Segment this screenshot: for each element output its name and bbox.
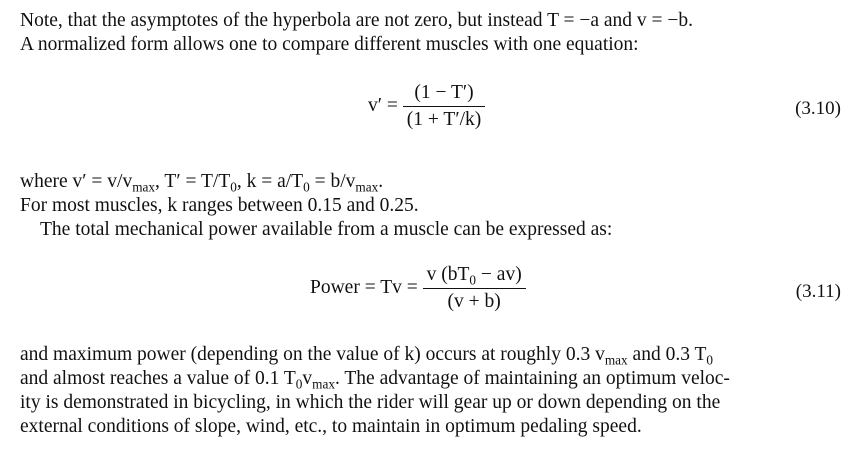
where-definition-line: where $v' = v/v_{max}$, $T' = T/T_0$, $k = a/T_0 = b/v_{max}$. bbox=[20, 171, 384, 195]
paragraph-line: For most muscles, k ranges between 0.15 and 0.25. bbox=[20, 195, 419, 216]
fraction-numerator: (1 − T′) bbox=[403, 82, 485, 107]
equation-fraction bbox=[423, 264, 526, 313]
paragraph-line: and almost reaches a value of 0.1 $T_0v_{max}$. The advantage of maintaining an optimum veloc- bbox=[20, 368, 730, 392]
fraction-denominator: (1 + T′/k) bbox=[406, 109, 482, 130]
paragraph-line: and maximum power (depending on the value of k) occurs at roughly 0.3 $v_{max}$ and 0.3 $T_0$ bbox=[20, 344, 714, 368]
equation-number: (3.11) bbox=[795, 281, 841, 302]
equation-lhs: v′ = bbox=[368, 94, 398, 116]
fraction-numerator: v $(bT_0 - av)$ bbox=[423, 264, 526, 289]
equation-fraction bbox=[403, 82, 485, 131]
equation-3-10 bbox=[368, 82, 485, 131]
equation-lhs: Power = Tv = bbox=[310, 276, 418, 298]
paragraph-line: A normalized form allows one to compare different muscles with one equation: bbox=[20, 34, 639, 55]
paragraph-line: ity is demonstrated in bicycling, in which the rider will gear up or down depending on the bbox=[20, 392, 721, 413]
paragraph-line: Note, that the asymptotes of the hyperbola are not zero, but instead T = −a and v = −b. bbox=[20, 10, 694, 31]
equation-3-11 bbox=[310, 264, 526, 313]
equation-number: (3.10) bbox=[795, 98, 841, 119]
paragraph-line: external conditions of slope, wind, etc., to maintain in optimum pedaling speed. bbox=[20, 416, 642, 437]
paragraph-line: The total mechanical power available from a muscle can be expressed as: bbox=[40, 219, 613, 240]
fraction-denominator: (v + b) bbox=[447, 291, 501, 312]
